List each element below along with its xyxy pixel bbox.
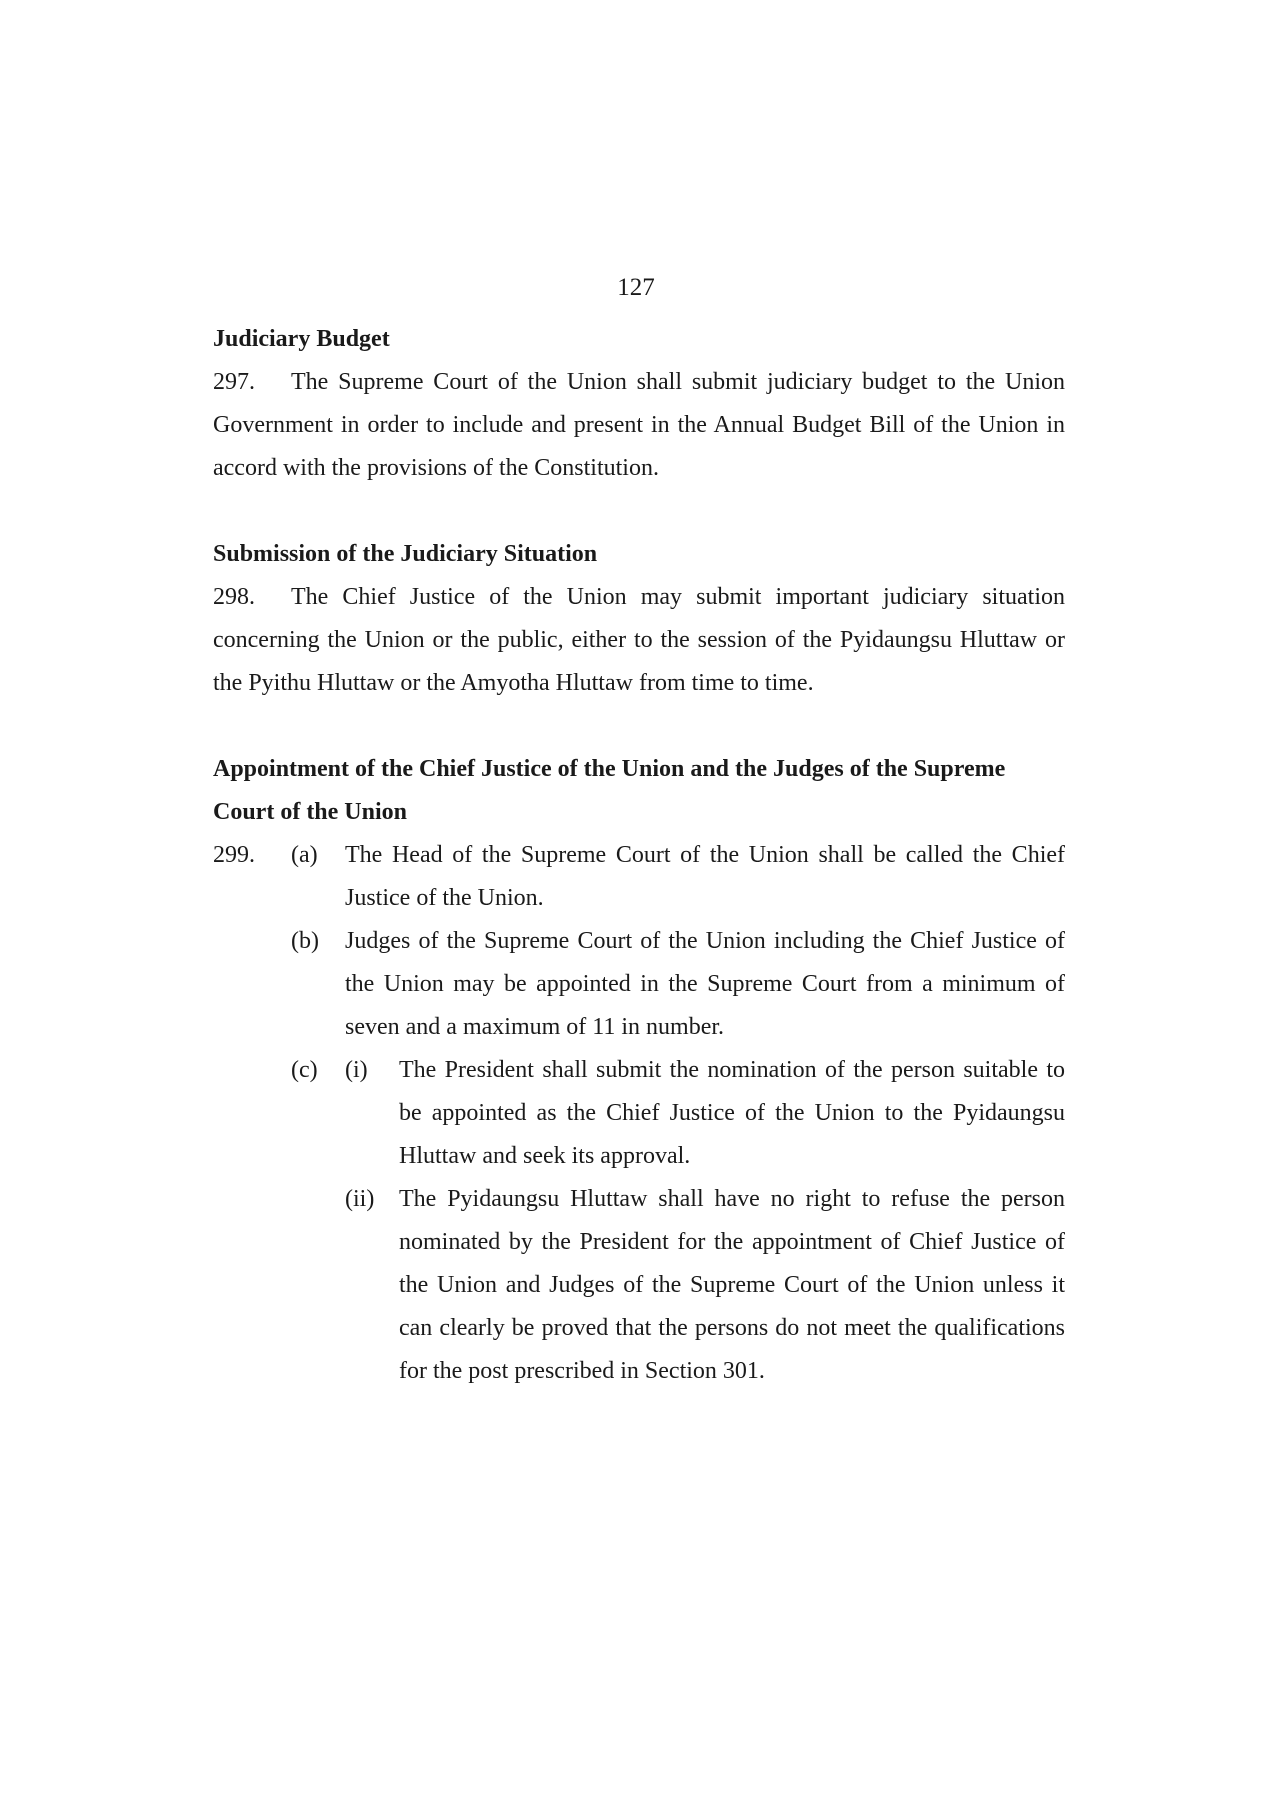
spacer	[213, 705, 1065, 748]
subsection-c	[213, 1049, 1065, 1178]
document-body	[213, 318, 1065, 1393]
page-number: 127	[617, 274, 655, 301]
subsection-text: The Head of the Supreme Court of the Union shall be called the Chief Justice of the Union.	[345, 842, 1065, 911]
subsection-label: (c)	[291, 1057, 318, 1083]
clause-text: The President shall submit the nomination of the person suitable to be appointed as the Chief Justice of the Union to the Pyidaungsu Hluttaw and seek its approval.	[399, 1057, 1065, 1169]
spacer	[213, 490, 1065, 533]
section-paragraph	[213, 576, 1065, 705]
section-number: 297.	[213, 369, 255, 395]
clause-label: (ii)	[345, 1186, 375, 1212]
section-heading: Appointment of the Chief Justice of the Union and the Judges of the Supreme Court of the Union	[213, 756, 1006, 825]
section-heading: Submission of the Judiciary Situation	[213, 541, 598, 567]
clause-text: The Pyidaungsu Hluttaw shall have no right to refuse the person nominated by the President for the appointment of Chief Justice of the Union and Judges of the Supreme Court of the Union unless it can clearly be proved that the persons do not meet the qualifications for the post prescribed in Section 301.	[399, 1186, 1065, 1384]
subsection-label: (a)	[291, 842, 318, 868]
subsection-label: (b)	[291, 928, 319, 954]
section-paragraph	[213, 361, 1065, 490]
section-number: 298.	[213, 584, 255, 610]
subsection-a	[213, 834, 1065, 920]
subsection-text: Judges of the Supreme Court of the Union including the Chief Justice of the Union may be appointed in the Supreme Court from a minimum of seven and a maximum of 11 in number.	[345, 928, 1065, 1040]
section-number: 299.	[213, 842, 255, 868]
section-299	[213, 748, 1065, 1393]
section-297	[213, 318, 1065, 490]
clause-c-ii	[213, 1178, 1065, 1393]
section-text: The Chief Justice of the Union may submit important judiciary situation concerning the Union or the public, either to the session of the Pyidaungsu Hluttaw or the Pyithu Hluttaw or the Amyotha Hluttaw from time to time.	[213, 584, 1065, 696]
clause-label: (i)	[345, 1057, 368, 1083]
subsection-b	[213, 920, 1065, 1049]
section-text: The Supreme Court of the Union shall submit judiciary budget to the Union Government in order to include and present in the Annual Budget Bill of the Union in accord with the provisions of the Constitution.	[213, 369, 1065, 481]
section-heading: Judiciary Budget	[213, 326, 390, 352]
section-298	[213, 533, 1065, 705]
